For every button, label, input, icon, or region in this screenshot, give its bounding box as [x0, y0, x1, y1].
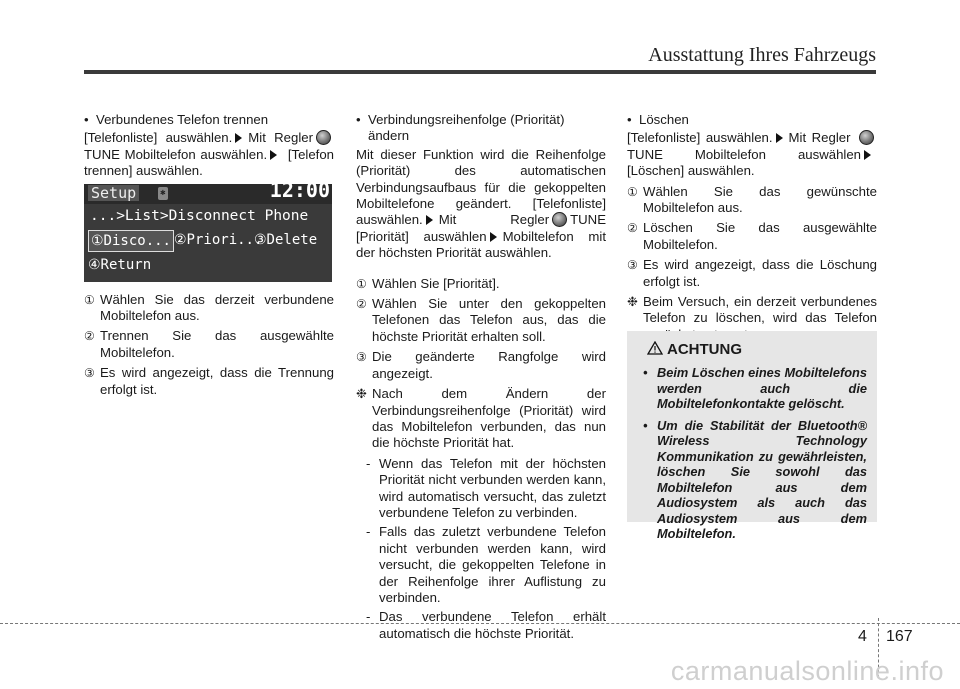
arrow-right-icon	[235, 133, 242, 143]
step-number: ①	[356, 276, 367, 291]
tune-knob-icon	[316, 130, 331, 145]
instruction-text: [Telefonliste] auswählen.	[84, 130, 233, 146]
step-number: ②	[627, 221, 638, 236]
step-item	[627, 220, 877, 253]
arrow-right-icon	[776, 133, 783, 143]
step-text: Trennen Sie das ausgewählte Mobiltelefon.	[100, 328, 334, 360]
step-item	[627, 184, 877, 217]
note-item	[356, 386, 606, 452]
intro-text: Mit Regler	[438, 212, 550, 228]
dash-text: Wenn das Telefon mit der höchsten Priorität nicht verbunden werden kann, wird automatisch versucht, das zuletzt verbundene Telefon zu verbinden.	[379, 455, 606, 520]
note-text: Nach dem Ändern der Verbindungsreihenfolge (Priorität) wird das Mobiltelefon verbunden, das nun die höchste Priorität hat.	[372, 386, 606, 451]
step-text: Wählen Sie das derzeit verbundene Mobiltelefon aus.	[100, 291, 334, 324]
screen-setup-label: Setup	[88, 185, 139, 201]
step-number: ①	[84, 292, 95, 307]
screen-menu-delete: ③Delete	[254, 231, 318, 248]
warning-box	[627, 331, 877, 541]
page-header-title: Ausstattung Ihres Fahrzeugs	[648, 44, 876, 66]
arrow-right-icon	[864, 150, 871, 160]
note-symbol: ❉	[627, 294, 638, 310]
section-heading-disconnect: • Verbundenes Telefon trennen	[84, 112, 334, 128]
step-number: ①	[627, 184, 638, 199]
page-number: 167	[886, 628, 913, 645]
section-heading-delete: • Löschen	[627, 112, 877, 128]
screen-breadcrumb: ...>List>Disconnect Phone	[90, 207, 309, 224]
header-divider	[84, 70, 876, 74]
instruction-text: [Löschen] auswählen.	[627, 163, 755, 179]
step-item	[627, 257, 877, 290]
instruction-disconnect	[84, 130, 334, 179]
column-delete-phone	[627, 112, 877, 347]
warning-heading	[647, 341, 742, 358]
arrow-right-icon	[270, 150, 277, 160]
bluetooth-icon: ✱	[158, 187, 168, 200]
step-text: Es wird angezeigt, dass die Löschung erfolgt ist.	[643, 257, 877, 289]
step-item	[356, 349, 606, 382]
warning-list	[635, 365, 867, 548]
step-item	[84, 292, 334, 325]
tune-knob-icon	[552, 212, 567, 227]
dash-text: Das verbundene Telefon erhält automatisch die höchste Priorität.	[379, 609, 606, 641]
watermark-text: carmanualsonline.info	[670, 656, 944, 686]
warning-triangle-icon	[647, 341, 663, 355]
instruction-text: TUNE Mobiltelefon auswählen	[627, 146, 861, 162]
step-text: Es wird angezeigt, dass die Trennung erfolgt ist.	[100, 365, 334, 397]
note-text: Beim Versuch, ein derzeit verbundenes Telefon zu löschen, wird das Telefon	[643, 294, 877, 326]
instruction-text: TUNE Mobiltelefon auswählen.	[84, 146, 268, 162]
screen-menu-return: ④Return	[88, 256, 152, 273]
arrow-right-icon	[426, 215, 433, 225]
screen-menu-disconnect: ①Disco...	[88, 230, 174, 252]
section-heading-priority: • Verbindungsreihenfolge (Priorität) ändern	[356, 112, 606, 145]
intro-priority	[356, 147, 606, 262]
intro-text: TUNE [Priorität] auswählen	[356, 212, 606, 244]
column-connection-priority	[356, 112, 606, 645]
step-item	[356, 276, 606, 292]
screen-menu-row	[86, 230, 332, 252]
step-text: Wählen Sie unter den gekoppelten Telefonen das Telefon aus, das die höchste Priorität erhalten soll.	[372, 296, 606, 344]
step-number: ③	[84, 366, 95, 381]
step-item	[356, 296, 606, 345]
step-number: ③	[627, 258, 638, 273]
step-text: Löschen Sie das ausgewählte Mobiltelefon.	[643, 220, 877, 252]
step-item	[84, 365, 334, 398]
instruction-text: Mit Regler	[248, 130, 313, 146]
dash-item: - Falls das zuletzt verbundene Telefon nicht verbunden werden kann, wird versucht, die gekoppelten Telefone in der Reihenfolge ihrer Auflistung zu verbinden.	[366, 524, 606, 605]
instruction-delete	[627, 130, 877, 179]
step-number: ②	[356, 297, 367, 312]
step-item	[84, 328, 334, 361]
step-text: Wählen Sie [Priorität].	[372, 275, 500, 291]
step-text: Die geänderte Rangfolge wird angezeigt.	[372, 349, 606, 381]
step-text: Wählen Sie das gewünschte Mobiltelefon aus.	[643, 183, 877, 216]
intro-text: Mobiltelefon mit der höchsten Priorität auswählen.	[356, 228, 606, 261]
warning-title: ACHTUNG	[667, 341, 742, 358]
screen-clock: 12:00	[269, 183, 330, 202]
setup-screen-image	[84, 184, 332, 282]
step-number: ②	[84, 329, 95, 344]
screen-menu-priority: ②Priori...	[174, 231, 263, 248]
warning-item: • Beim Löschen eines Mobiltelefons werden auch die Mobiltelefonkontakte gelöscht.	[635, 365, 867, 412]
instruction-text: [Telefon trennen] auswählen.	[84, 146, 334, 179]
footer-divider	[0, 623, 960, 624]
step-number: ③	[356, 350, 367, 365]
dash-item: - Das verbundene Telefon erhält automatisch die höchste Priorität.	[366, 609, 606, 641]
dash-text: Falls das zuletzt verbundene Telefon nicht verbunden werden kann, wird versucht, die gekoppelten Telefone in der Reihenfolge ihrer Auflistung zu verbinden.	[379, 524, 606, 605]
dash-item: - Wenn das Telefon mit der höchsten Priorität nicht verbunden werden kann, wird automatisch versucht, das zuletzt verbundene Telefon zu verbinden.	[366, 455, 606, 520]
instruction-text: [Telefonliste] auswählen.	[627, 130, 773, 146]
warning-item: • Um die Stabilität der Bluetooth® Wireless Technology Kommunikation zu gewährleisten, löschen Sie sowohl das Mobiltelefon aus dem Audiosystem als auch das Audiosystem aus dem Mobiltelefon.	[635, 418, 867, 542]
chapter-number: 4	[858, 628, 867, 645]
note-symbol: ❉	[356, 386, 367, 402]
intro-text: Mit dieser Funktion wird die Reihenfolge (Priorität) des automatischen Verbindungsaufbaus für die gekoppelten Mobiltelefone geändert. [Telefonliste] auswählen.	[356, 146, 606, 228]
arrow-right-icon	[490, 232, 497, 242]
column-disconnect-phone	[84, 112, 334, 402]
instruction-text: Mit Regler	[788, 130, 851, 146]
tune-knob-icon	[859, 130, 874, 145]
